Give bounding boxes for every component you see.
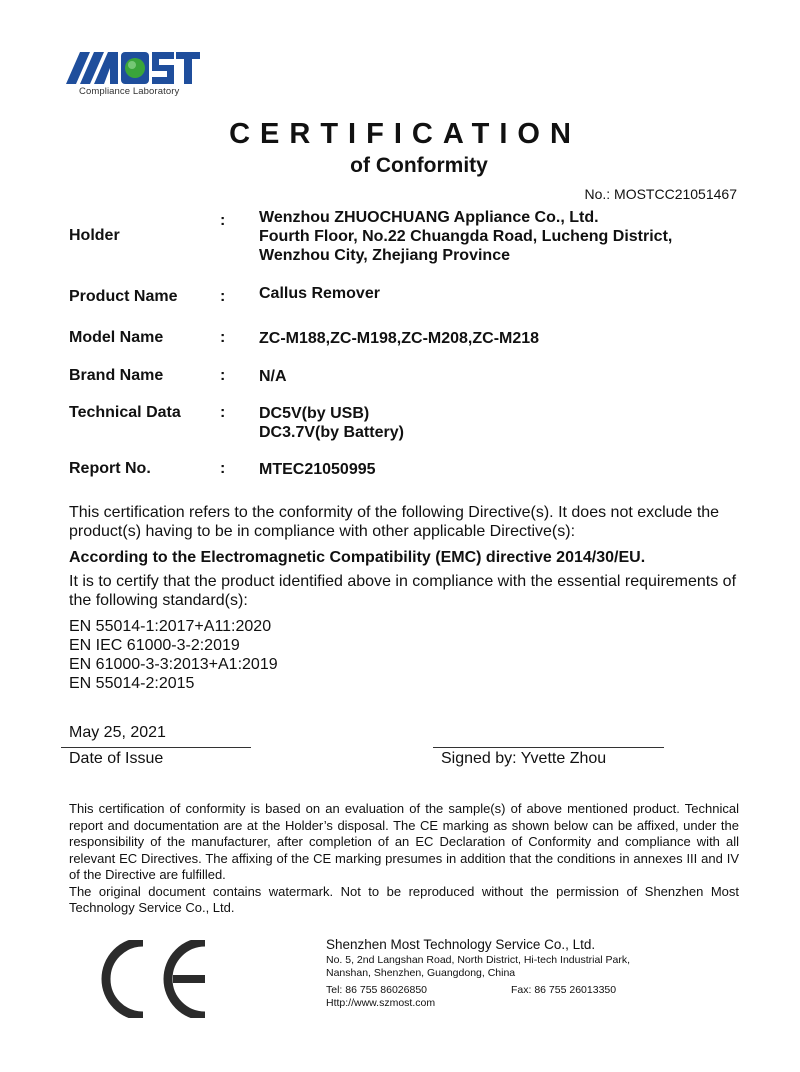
ce-mark-icon [101,940,209,1023]
model-name-colon: : [220,329,226,346]
standard-item: EN IEC 61000-3-2:2019 [69,637,240,654]
disclaimer-text-1: This certification of conformity is based on an evaluation of the sample(s) of above mentioned product. Technical report and documentation are at the Holder’s disposal. The CE marking as shown below can be affixed, under the responsibility of the manufacturer, after completion of an EC Declaration of Conformity and compliance with all relevant EC Directives. The affixing of the CE marking presumes in addition that the conditions in annexes III and IV of the Directive are fulfilled. [69,801,739,882]
brand-name-label: Brand Name [69,367,164,384]
report-no-value: MTEC21050995 [259,461,376,478]
footer-fax: Fax: 86 755 26013350 [511,984,617,996]
certificate-title: CERTIFICATION [229,118,581,150]
standards-list [69,617,278,693]
holder-colon: : [220,212,226,229]
footer-company-name: Shenzhen Most Technology Service Co., Ltd. [326,937,596,952]
certify-paragraph: It is to certify that the product identified above in compliance with the essential requirements of the following standard(s): [69,573,737,609]
disclaimer-paragraph [69,801,739,917]
model-name-label: Model Name [69,329,164,346]
holder-name: Wenzhou ZHUOCHUANG Appliance Co., Ltd. [259,209,599,226]
footer-tel: Tel: 86 755 86026850 [326,984,428,996]
certificate-subtitle: of Conformity [350,154,488,177]
issue-date: May 25, 2021 [69,724,166,741]
product-name-value: Callus Remover [259,285,380,302]
signature-line [433,747,664,748]
model-name-value: ZC-M188,ZC-M198,ZC-M208,ZC-M218 [259,330,540,347]
standard-item: EN 61000-3-3:2013+A1:2019 [69,656,278,673]
date-of-issue-label: Date of Issue [69,750,164,767]
technical-data-value [259,404,404,442]
product-name-colon: : [220,288,226,305]
certificate-number: No.: MOSTCC21051467 [584,186,737,202]
brand-name-colon: : [220,367,226,384]
signed-by-label: Signed by: Yvette Zhou [441,750,607,767]
technical-data-line1: DC5V(by USB) [259,405,370,422]
holder-label: Holder [69,227,120,244]
report-no-colon: : [220,460,226,477]
footer-website[interactable]: Http://www.szmost.com [326,997,436,1009]
disclaimer-text-2: The original document contains watermark. Not to be reproduced without the permission of Shenzhen Most Technology Service Co., Ltd. [69,883,739,915]
footer-address-line2: Nanshan, Shenzhen, Guangdong, China [326,967,516,979]
brand-name-value: N/A [259,368,287,385]
standard-item: EN 55014-1:2017+A11:2020 [69,618,272,635]
report-no-label: Report No. [69,460,151,477]
most-logo-mark [66,50,200,86]
footer-address-line1: No. 5, 2nd Langshan Road, North District, Hi-tech Industrial Park, [326,954,631,966]
standard-item: EN 55014-2:2015 [69,675,195,692]
holder-address-line2: Wenzhou City, Zhejiang Province [259,247,510,264]
technical-data-label: Technical Data [69,404,181,421]
product-name-label: Product Name [69,288,178,305]
date-line [61,747,251,748]
holder-address-line1: Fourth Floor, No.22 Chuangda Road, Lucheng District, [259,228,673,245]
technical-data-colon: : [220,404,226,421]
directive-statement: According to the Electromagnetic Compatibility (EMC) directive 2014/30/EU. [69,549,646,566]
holder-value [259,208,672,265]
technical-data-line2: DC3.7V(by Battery) [259,424,404,441]
intro-paragraph: This certification refers to the conformity of the following Directive(s). It does not exclude the product(s) having to be in compliance with other applicable Directive(s): [69,504,720,540]
logo-subtitle: Compliance Laboratory [79,86,180,97]
